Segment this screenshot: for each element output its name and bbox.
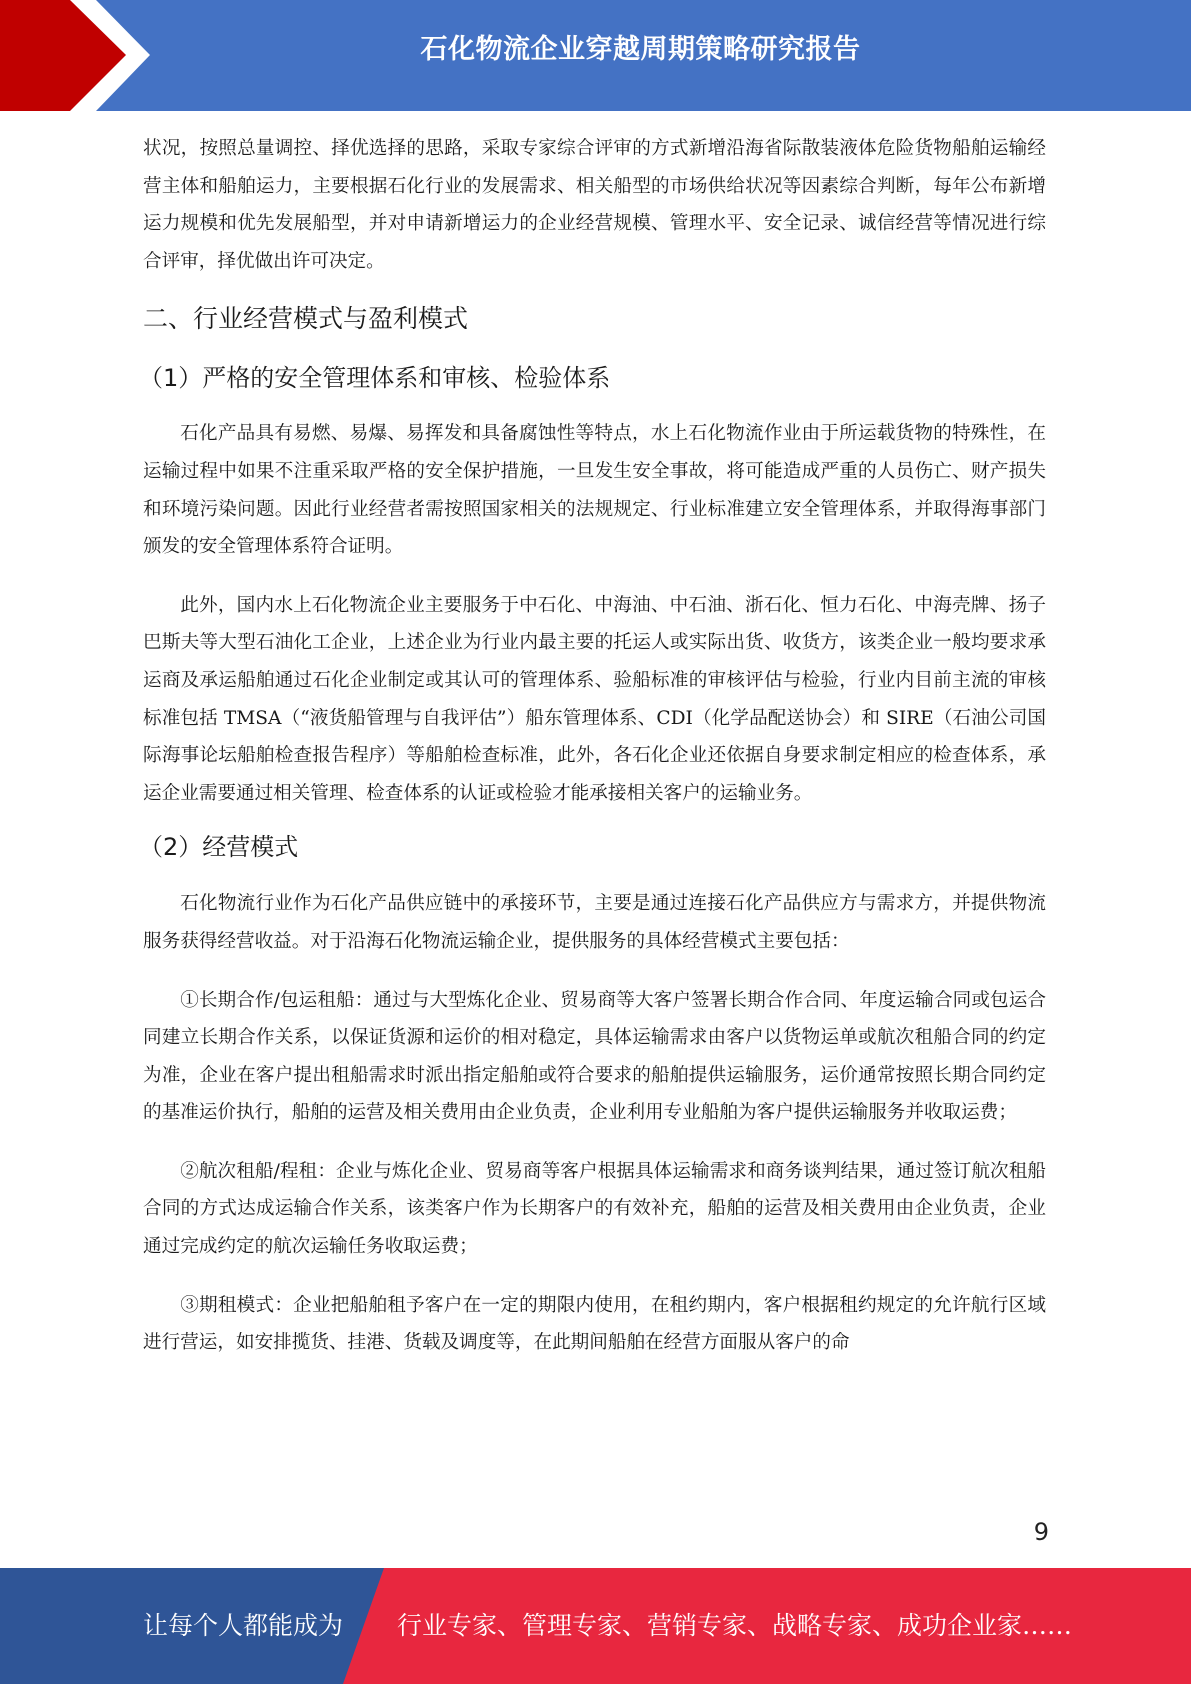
- page-header: [0, 0, 1191, 111]
- page-footer: [0, 1568, 1191, 1684]
- subsection-heading-mode: （2）经营模式: [139, 833, 299, 862]
- footer-slogan-right: 行业专家、管理专家、营销专家、战略专家、成功企业家……: [397, 1611, 1073, 1640]
- paragraph-mode-intro: 石化物流行业作为石化产品供应链中的承接环节，主要是通过连接石化产品供应方与需求方，并提供物流服务获得经营收益。对于沿海石化物流运输企业，提供服务的具体经营模式主要包括：: [143, 893, 1046, 952]
- footer-slogan-left: 让每个人都能成为: [143, 1611, 344, 1640]
- section-heading: 二、行业经营模式与盈利模式: [143, 304, 469, 334]
- subsection-heading-safety: （1）严格的安全管理体系和审核、检验体系: [139, 364, 611, 393]
- paragraph-mode-1: ①长期合作/包运租船：通过与大型炼化企业、贸易商等大客户签署长期合作合同、年度运输合同或包运合同建立长期合作关系，以保证货源和运价的相对稳定，具体运输需求由客户以货物运单或航次租船合同的约定为准，企业在客户提出租船需求时派出指定船舶或符合要求的船舶提供运输服务，运价通常按照长期合同约定的基准运价执行，船舶的运营及相关费用由企业负责，企业利用专业船舶为客户提供运输服务并收取运费；: [143, 989, 1046, 1124]
- paragraph-safety-2: 此外，国内水上石化物流企业主要服务于中石化、中海油、中石油、浙石化、恒力石化、中海壳牌、扬子巴斯夫等大型石油化工企业，上述企业为行业内最主要的托运人或实际出货、收货方，该类企业一般均要求承运商及承运船舶通过石化企业制定或其认可的管理体系、验船标准的审核评估与检验，行业内目前主流的审核标准包括 TMSA（“液货船管理与自我评估”）船东管理体系、CDI（化学品配送协会）和 SIRE（石油公司国际海事论坛船舶检查报告程序）等船舶检查标准，此外，各石化企业还依据自身要求制定相应的检查体系，承运企业需要通过相关管理、检查体系的认证或检验才能承接相关客户的运输业务。: [143, 594, 1046, 804]
- page-content: [139, 130, 1046, 1362]
- report-title: 石化物流企业穿越周期策略研究报告: [420, 34, 861, 65]
- paragraph-intro: 状况，按照总量调控、择优选择的思路，采取专家综合评审的方式新增沿海省际散装液体危险货物船舶运输经营主体和船舶运力，主要根据石化行业的发展需求、相关船型的市场供给状况等因素综合判断，每年公布新增运力规模和优先发展船型，并对申请新增运力的企业经营规模、管理水平、安全记录、诚信经营等情况进行综合评审，择优做出许可决定。: [143, 138, 1046, 272]
- paragraph-mode-3: ③期租模式：企业把船舶租予客户在一定的期限内使用，在租约期内，客户根据租约规定的允许航行区域进行营运，如安排揽货、挂港、货载及调度等，在此期间船舶在经营方面服从客户的命: [143, 1294, 1046, 1354]
- paragraph-mode-2: ②航次租船/程租：企业与炼化企业、贸易商等客户根据具体运输需求和商务谈判结果，通过签订航次租船合同的方式达成运输合作关系，该类客户作为长期客户的有效补充，船舶的运营及相关费用由企业负责，企业通过完成约定的航次运输任务收取运费；: [143, 1160, 1046, 1258]
- page-number: 9: [1033, 1518, 1049, 1546]
- paragraph-safety-1: 石化产品具有易燃、易爆、易挥发和具备腐蚀性等特点，水上石化物流作业由于所运载货物的特殊性，在运输过程中如果不注重采取严格的安全保护措施，一旦发生安全事故，将可能造成严重的人员伤亡、财产损失和环境污染问题。因此行业经营者需按照国家相关的法规规定、行业标准建立安全管理体系，并取得海事部门颁发的安全管理体系符合证明。: [143, 423, 1046, 558]
